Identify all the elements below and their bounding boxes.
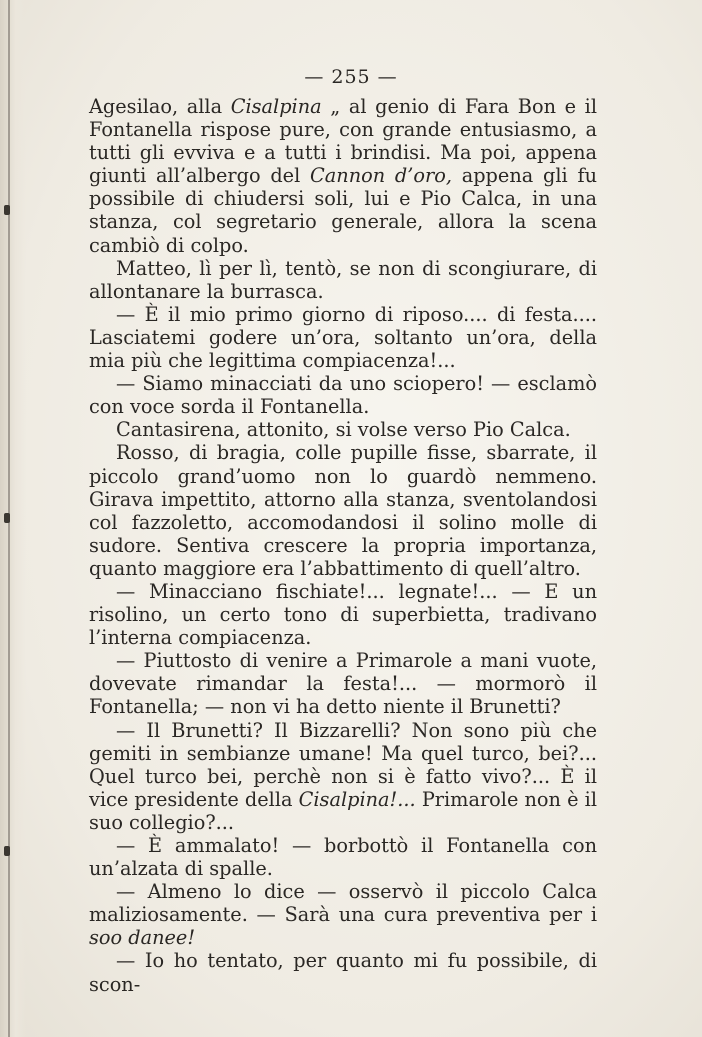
paragraph [89,418,597,441]
paragraph [89,834,597,880]
paragraph [89,949,597,995]
text-run: — È ammalato! — borbottò il Fontanella con un’alzata di spalle. [89,834,597,881]
paragraph [89,649,597,718]
text-run: Matteo, lì per lì, tentò, se non di scongiurare, di allontanare la burrasca. [89,256,597,303]
paragraph [89,880,597,949]
paragraph [89,719,597,834]
italic-text: soo danee! [89,926,196,950]
italic-text: Cannon d’oro, [310,164,452,188]
text-run: — Io ho tentato, per quanto mi fu possibile, di scon- [89,949,597,996]
text-run: Cantasirena, attonito, si volse verso Pio Calca. [116,418,571,442]
text-run: „ al genio di Fara Bon e il Fontanella rispose pure, con grande entusiasmo, a tutti gli evviva e a tutti i brindisi. Ma poi, appena giunti all’albergo del [89,95,597,188]
text-run: — Almeno lo dice — osservò il piccolo Calca maliziosamente. — Sarà una cura preventiva per i [89,880,597,927]
binding-mark [4,846,10,856]
body-text [89,95,597,996]
paragraph [89,95,597,257]
paragraph [89,580,597,649]
text-run: — È il mio primo giorno di riposo.... di festa.... Lasciatemi godere un’ora, soltanto un’ora, della mia più che legittima compiacenza!... [89,302,597,373]
page-number: — 255 — [304,66,398,88]
text-run: — Piuttosto di venire a Primarole a mani vuote, dovevate rimandar la festa!... — mormorò il Fontanella; — non vi ha detto niente il Brunetti? [89,649,597,719]
text-run: — Il Brunetti? Il Bizzarelli? Non sono più che gemiti in sembianze umane! Ma quel turco, bei?... Quel turco bei, perchè non si è fatto vivo?... È il vice presidente della [89,718,597,811]
paragraph [89,372,597,418]
text-run: Rosso, di bragia, colle pupille fisse, sbarrate, il piccolo grand’uomo non lo guardò nemmeno. Girava impettito, attorno alla stanza, sventolandosi col fazzoletto, accomodandosi il solino molle di sudore. Sentiva crescere la propria importanza, quanto maggiore era l’abbattimento di quell’altro. [89,441,597,580]
italic-text: Cisalpina [230,95,322,118]
paragraph [89,257,597,303]
binding-mark [4,513,10,523]
italic-text: Cisalpina!... [298,787,416,811]
paragraph [89,303,597,372]
text-run: Primarole non è il suo collegio?... [89,787,597,834]
text-run: Agesilao, alla [89,95,231,118]
text-run: — Siamo minacciati da uno sciopero! — esclamò con voce sorda il Fontanella. [89,372,597,419]
paragraph [89,441,597,580]
binding-mark [4,205,10,215]
text-run: — Minacciano fischiate!... legnate!... — E un risolino, un certo tono di superbietta, tradivano l’interna compiacenza. [89,579,597,650]
text-run: appena gli fu possibile di chiudersi soli, lui e Pio Calca, in una stanza, col segretario generale, allora la scena cambiò di colpo. [89,164,597,257]
